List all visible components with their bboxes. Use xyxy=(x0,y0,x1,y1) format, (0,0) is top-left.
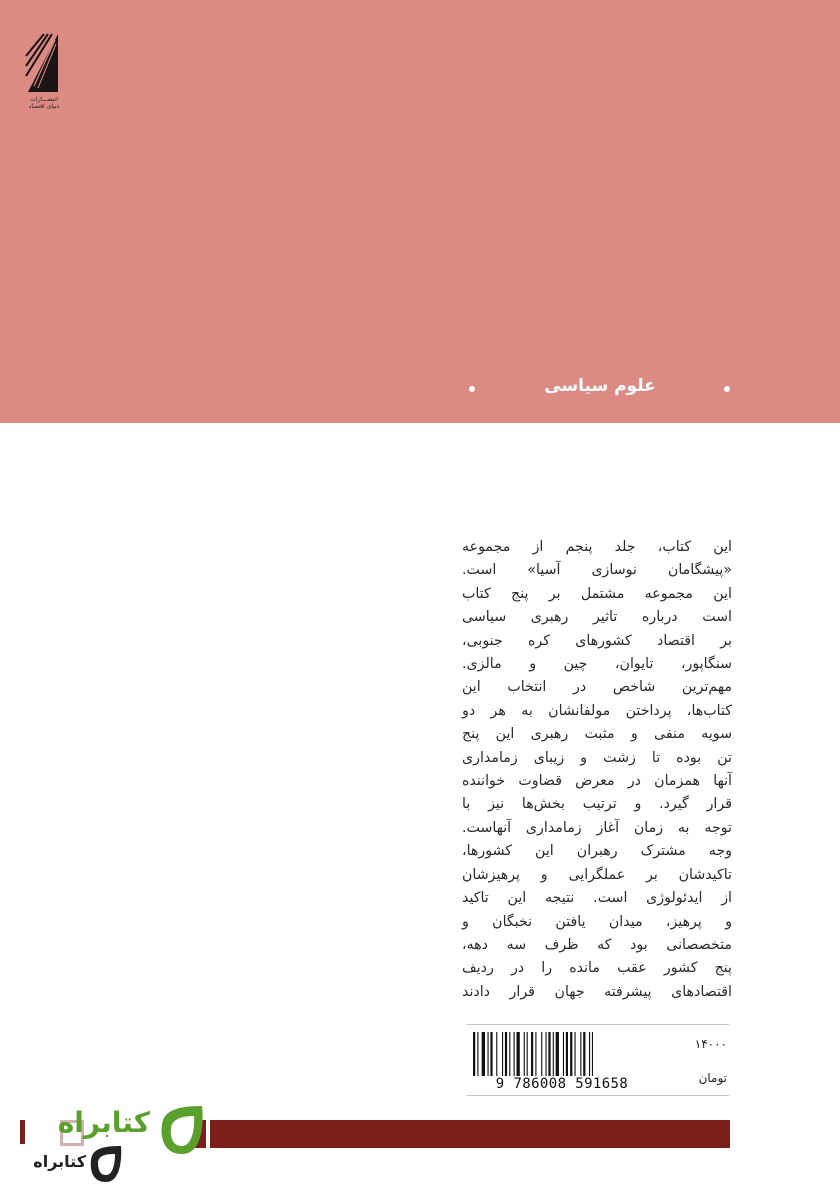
watermark-text: کتابراه xyxy=(57,1106,150,1139)
barcode-bar xyxy=(535,1032,536,1076)
blurb-line: توجه به زمان آغاز زمامداری آنهاست. xyxy=(462,819,732,836)
barcode-bar xyxy=(477,1032,478,1076)
barcode-bar xyxy=(496,1032,497,1076)
publisher-logo xyxy=(24,32,64,112)
bullet-dot-icon xyxy=(724,386,730,392)
blurb-line: کتاب‌ها، پرداختن مولفانشان به هر دو xyxy=(462,702,732,719)
barcode-bar xyxy=(488,1032,489,1076)
barcode-bar xyxy=(502,1032,503,1076)
back-cover-blurb xyxy=(462,536,732,1004)
blurb-line: مهم‌ترین شاخص در انتخاب این xyxy=(462,679,732,696)
blurb-line: اقتصادهای پیشرفته جهان قرار دادند xyxy=(462,983,732,1000)
price: ۱۴۰۰۰ xyxy=(694,1037,727,1051)
blurb-line: متخصصانی بود که ظرف سه دهه، xyxy=(462,936,732,953)
book-pages-icon xyxy=(24,32,60,94)
barcode-box xyxy=(467,1024,729,1096)
blurb-line: سنگاپور، تایوان، چین و مالزی. xyxy=(462,656,732,673)
barcode-bar xyxy=(589,1032,590,1076)
bullet-dot-icon xyxy=(469,386,475,392)
barcode-bar xyxy=(556,1032,559,1076)
barcode-bar xyxy=(509,1032,510,1076)
bottom-accent-bar xyxy=(210,1120,730,1148)
barcode-bar xyxy=(575,1032,576,1076)
blurb-line: تاکیدشان بر عملگرایی و پرهیزشان xyxy=(462,866,732,883)
isbn-number: 9 786008 591658 xyxy=(495,1076,629,1092)
watermark-text-small: کتابراه xyxy=(33,1152,86,1171)
category-label: علوم سیاسی xyxy=(544,376,656,396)
barcode-bar xyxy=(546,1032,547,1076)
blurb-line: از ایدئولوژی است. نتیجه این تاکید xyxy=(462,890,732,907)
blurb-line: پنج کشور عقب مانده را در ردیف xyxy=(462,960,732,977)
spine-edge-mark xyxy=(20,1120,25,1144)
publisher-name-line2: دنیای اقتصاد xyxy=(28,103,60,110)
barcode-bar xyxy=(563,1032,564,1076)
barcode-bar xyxy=(531,1032,533,1076)
blurb-line: وجه مشترک رهبران این کشورها، xyxy=(462,843,732,860)
blurb-line: تن بوده تا زشت و زیبای زمامداری xyxy=(462,749,732,766)
blurb-line: این مجموعه مشتمل بر پنج کتاب xyxy=(462,585,732,602)
barcode-bar xyxy=(527,1032,528,1076)
publisher-name-line1: انتشـــارات xyxy=(30,96,58,103)
barcode-image xyxy=(471,1032,651,1076)
barcode-bar xyxy=(592,1032,593,1076)
barcode-bar xyxy=(473,1032,475,1076)
barcode-bar xyxy=(583,1032,585,1076)
publisher-name xyxy=(24,96,64,110)
barcode-bar xyxy=(548,1032,550,1076)
barcode-bar xyxy=(490,1032,492,1076)
barcode-bar xyxy=(524,1032,525,1076)
blurb-line: و پرهیز، میدان یافتن نخبگان و xyxy=(462,913,732,930)
barcode-bar xyxy=(482,1032,485,1076)
blurb-line: بر اقتصاد کشورهای کره جنوبی، xyxy=(462,632,732,649)
price-currency: تومان xyxy=(698,1071,727,1085)
blurb-line: است درباره تاثیر رهبری سیاسی xyxy=(462,609,732,626)
blurb-line: «پیشگامان نوسازی آسیا» است. xyxy=(462,562,732,579)
barcode-bar xyxy=(570,1032,572,1076)
watermark-logo-small xyxy=(20,1142,130,1186)
leaf-icon xyxy=(158,1104,206,1156)
blurb-line: قرار گیرد. و ترتیب بخش‌ها نیز با xyxy=(462,796,732,813)
cover-top-band xyxy=(0,0,840,423)
leaf-icon xyxy=(88,1144,124,1184)
barcode-bar xyxy=(580,1032,581,1076)
category-row xyxy=(0,374,840,404)
barcode-bar xyxy=(566,1032,568,1076)
blurb-line: آنها همزمان در معرض قضاوت خواننده xyxy=(462,773,732,790)
blurb-line: این کتاب، جلد پنجم از مجموعه xyxy=(462,539,732,555)
barcode-bar xyxy=(517,1032,520,1076)
barcode-bar xyxy=(553,1032,554,1076)
barcode-bar xyxy=(505,1032,507,1076)
blurb-line: سویه منفی و مثبت رهبری این پنج xyxy=(462,726,732,743)
barcode-bar xyxy=(541,1032,542,1076)
barcode-bar xyxy=(514,1032,515,1076)
